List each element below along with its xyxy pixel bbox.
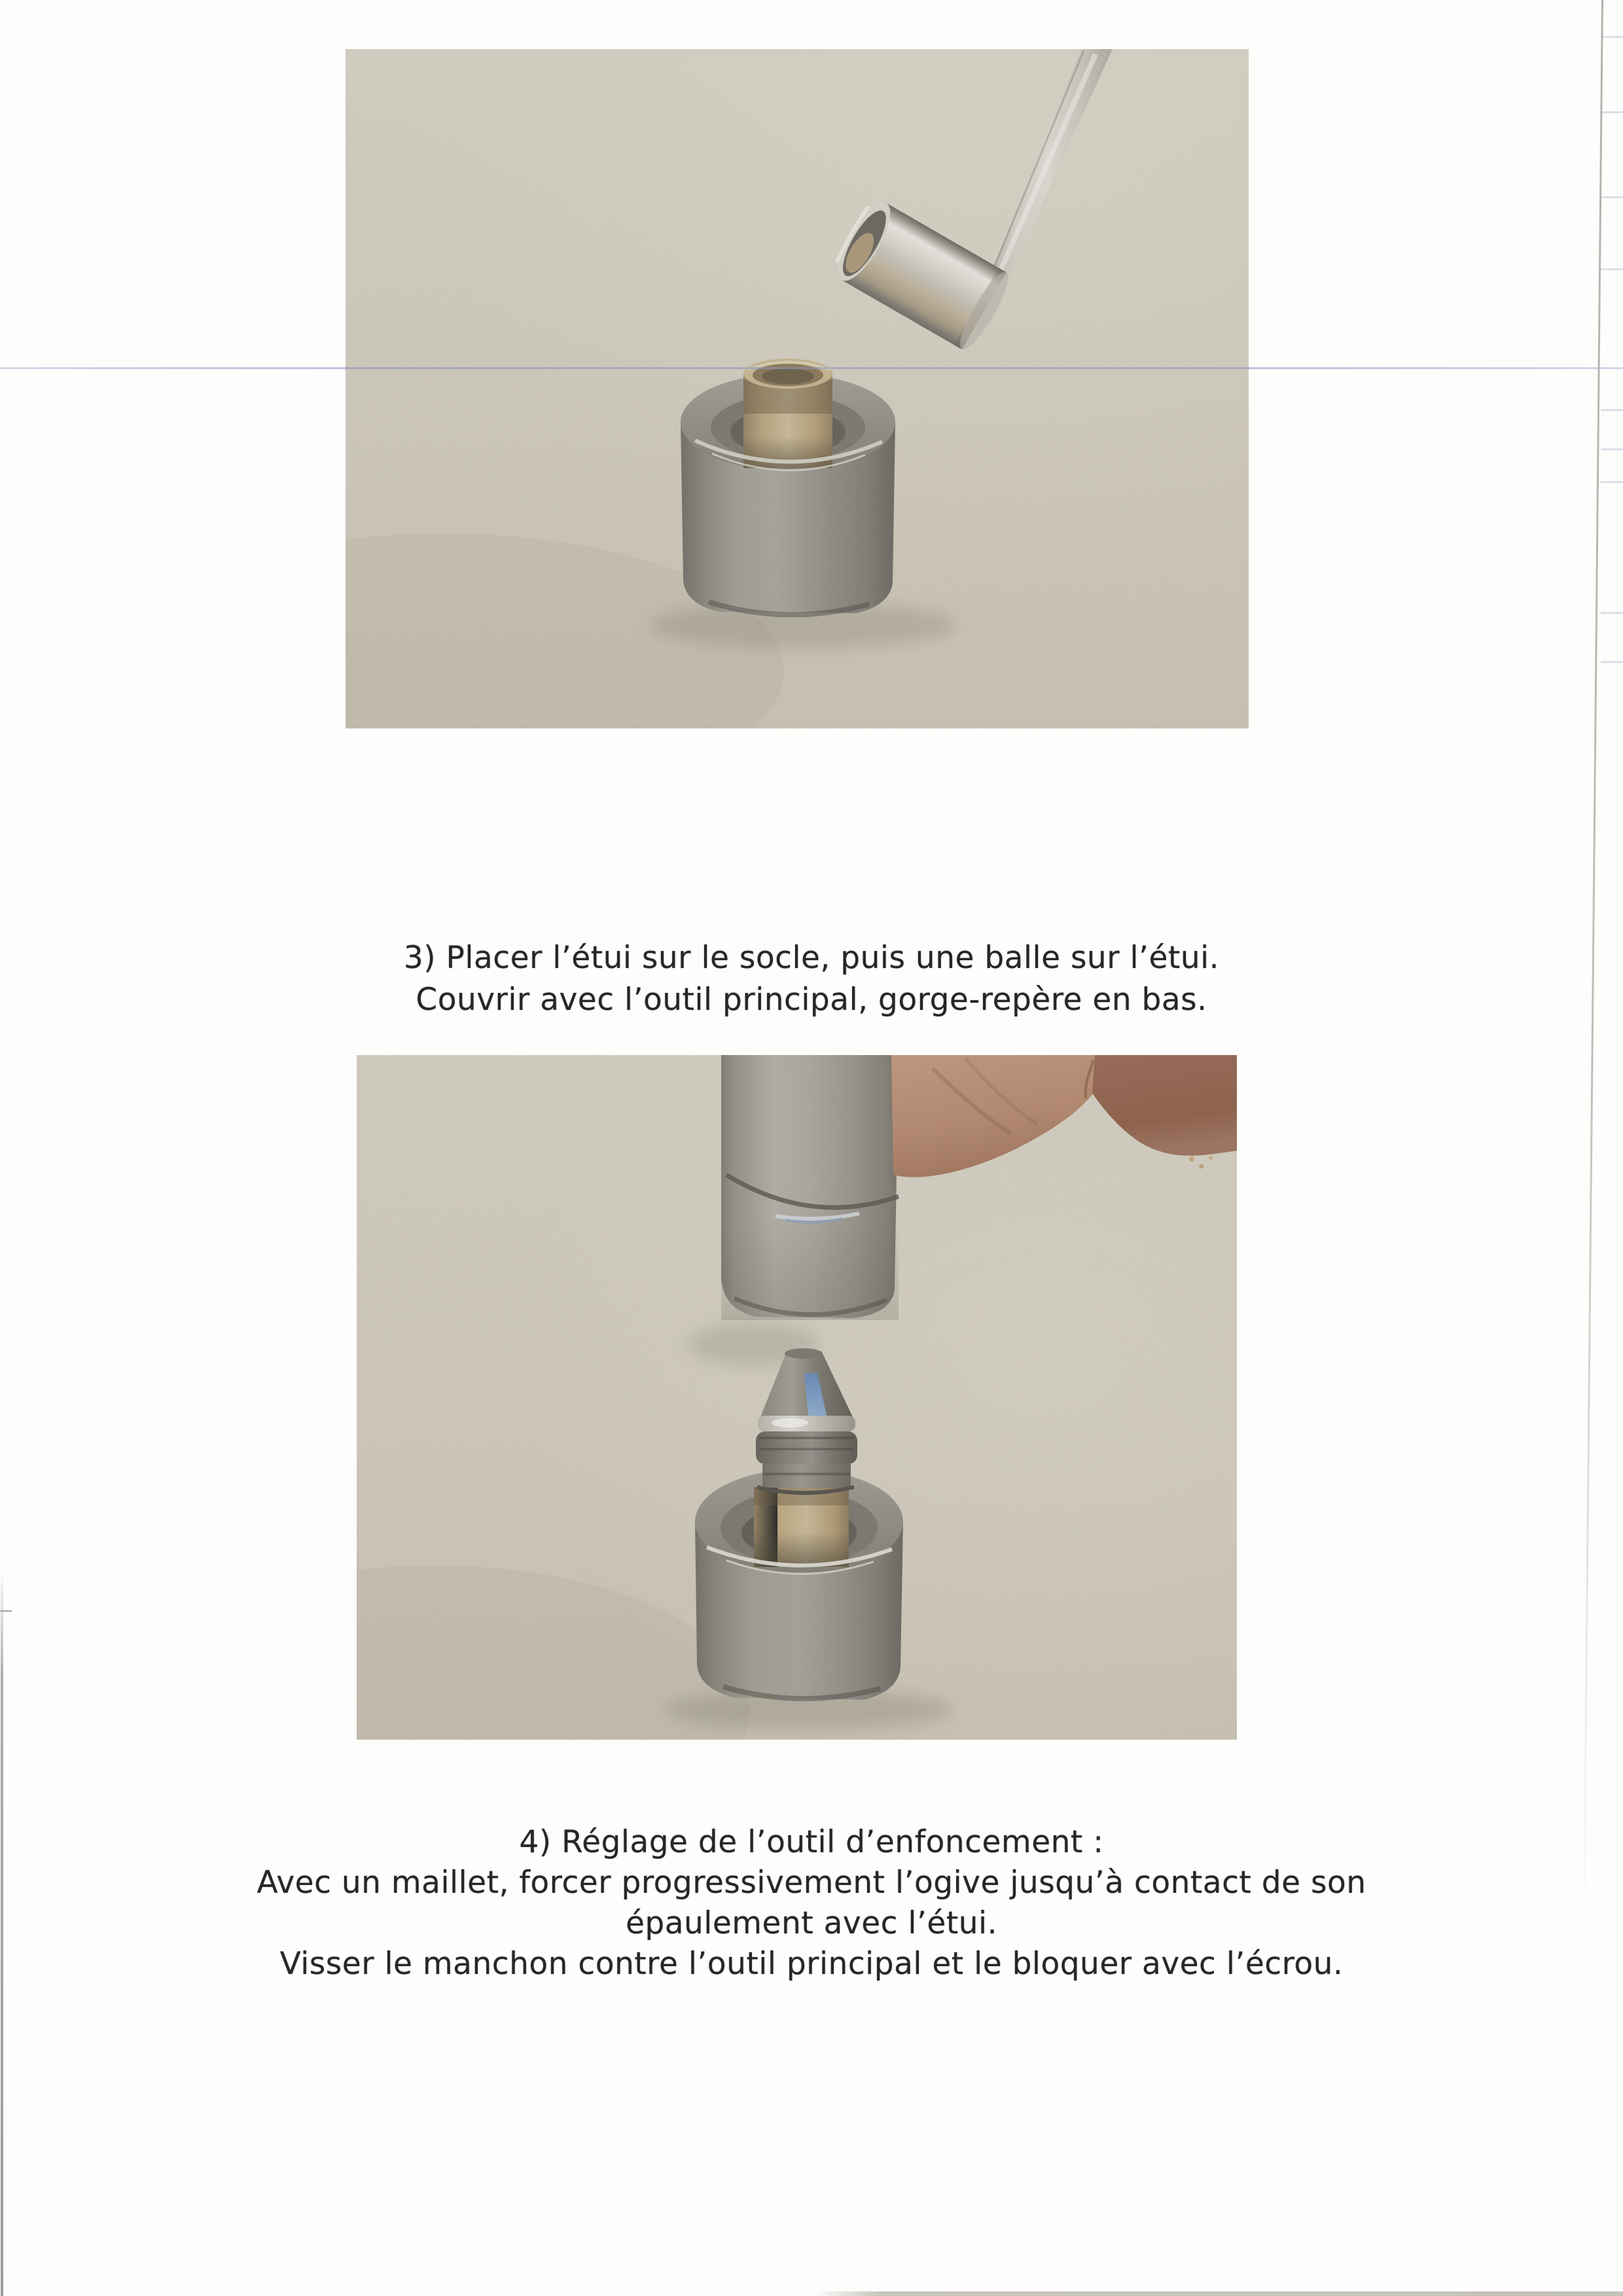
photo1-scene bbox=[346, 49, 1249, 728]
scan-artifact-tick bbox=[1601, 481, 1623, 483]
scan-artifact-tick bbox=[1601, 448, 1623, 450]
photo-ogive-et-outil-principal bbox=[357, 1055, 1237, 1740]
photo-etui-sur-socle bbox=[346, 49, 1249, 728]
step4-line3: épaulement avec l’étui. bbox=[625, 1905, 998, 1941]
step4-caption bbox=[0, 1822, 1623, 1984]
scan-artifact-tick bbox=[1601, 36, 1623, 38]
step3-caption bbox=[0, 937, 1623, 1021]
step4-line2: Avec un maillet, forcer progressivement l’ogive jusqu’à contact de son bbox=[257, 1865, 1366, 1901]
scan-artifact-tick bbox=[1601, 111, 1623, 113]
scan-artifact-tick bbox=[1601, 612, 1623, 614]
scan-artifact-tick bbox=[1601, 268, 1623, 270]
scan-artifact-tick bbox=[1601, 196, 1623, 198]
step4-line1: 4) Réglage de l’outil d’enfoncement : bbox=[519, 1824, 1104, 1860]
scan-artifact-tick bbox=[1601, 409, 1623, 411]
step4-line4: Visser le manchon contre l’outil principal et le bloquer avec l’écrou. bbox=[279, 1946, 1344, 1982]
step3-line2: Couvrir avec l’outil principal, gorge-repère en bas. bbox=[416, 982, 1207, 1018]
scan-artifact-bottom-strip bbox=[815, 2291, 1623, 2296]
scan-artifact-left-tick bbox=[0, 1610, 12, 1612]
photo2-scene bbox=[357, 1055, 1237, 1740]
scan-artifact-tick bbox=[1601, 661, 1623, 663]
step3-line1: 3) Placer l’étui sur le socle, puis une balle sur l’étui. bbox=[403, 940, 1220, 976]
